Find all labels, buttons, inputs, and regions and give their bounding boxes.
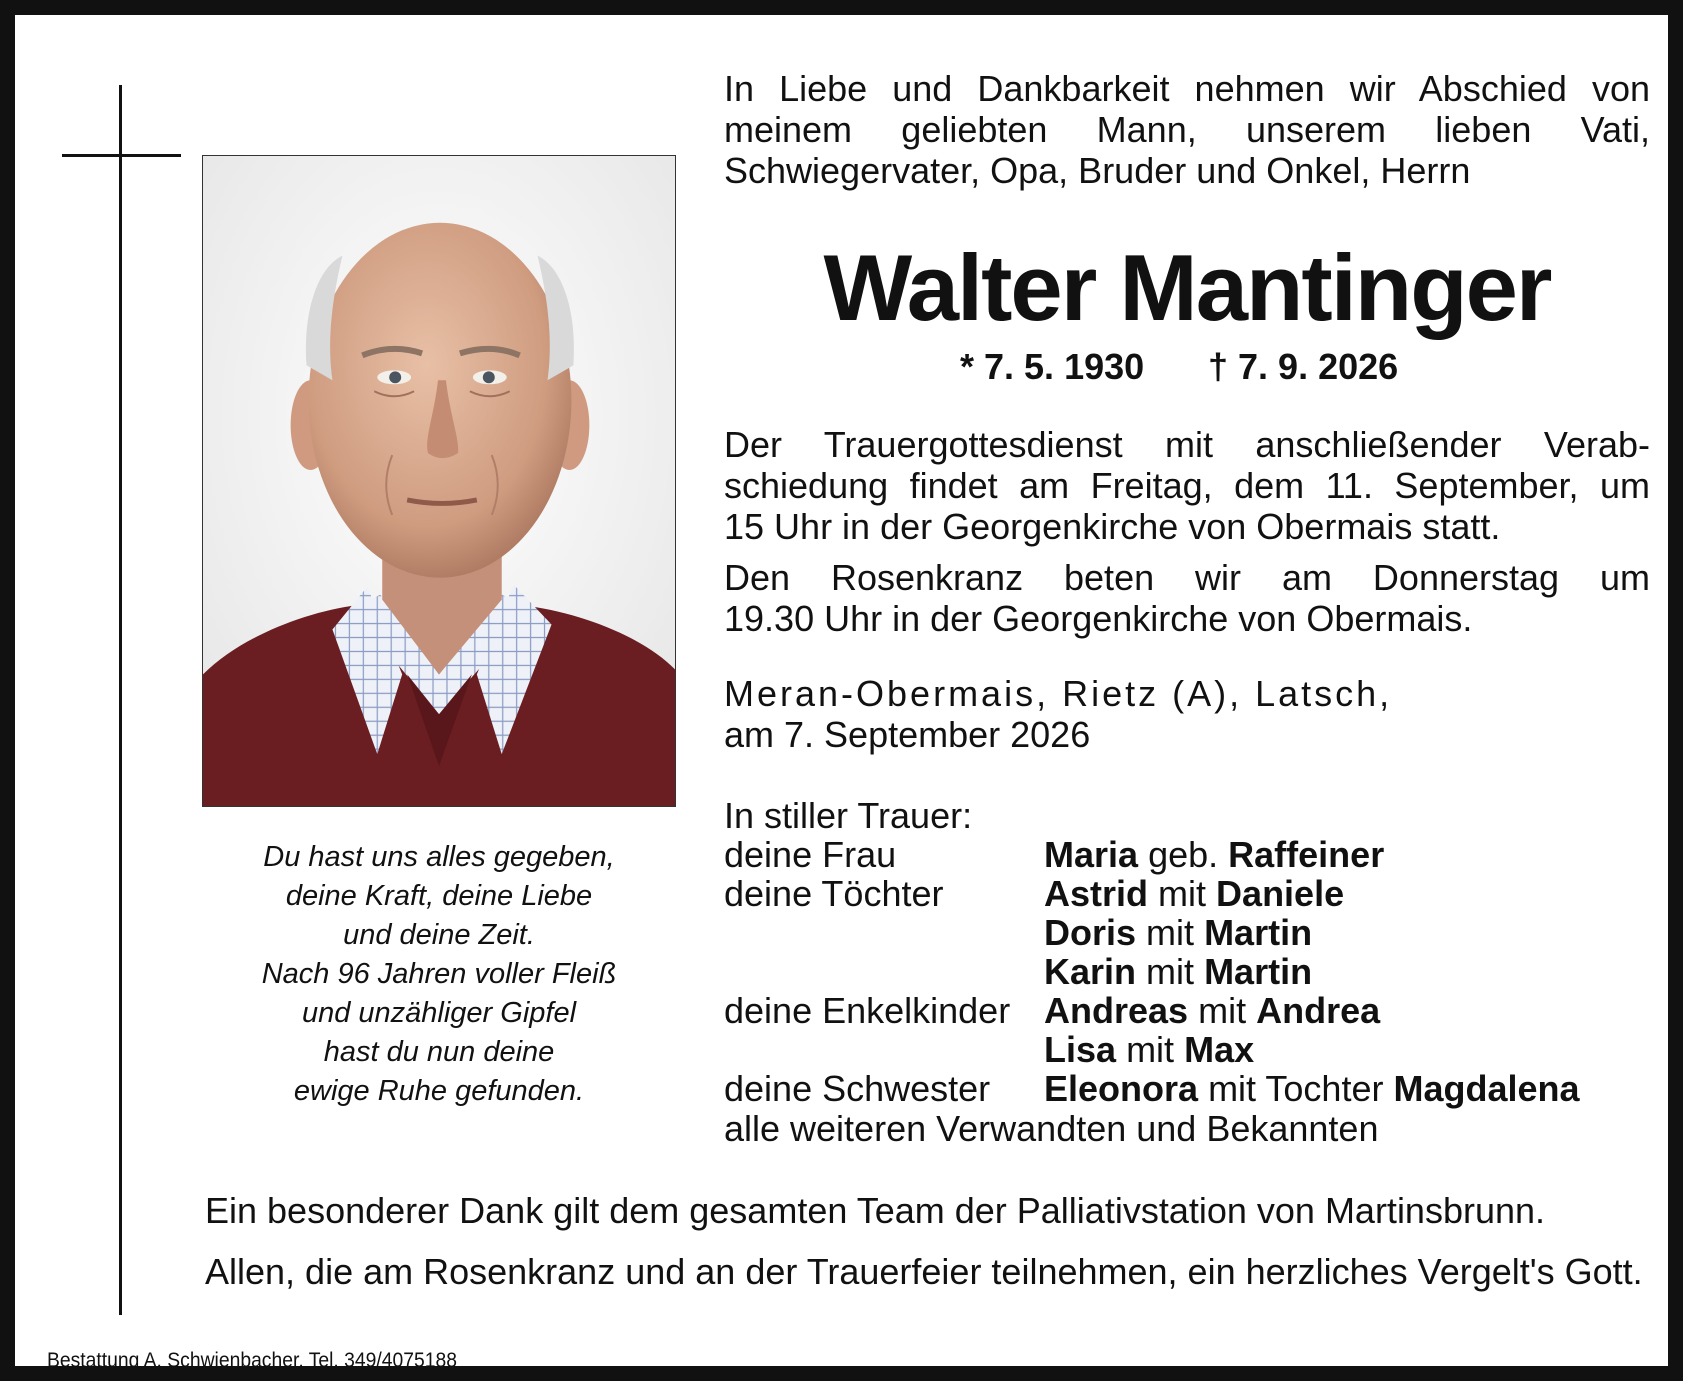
mourners-heading: In stiller Trauer: — [724, 795, 973, 836]
intro-line: In Liebe und Dankbarkeit nehmen wir Abschied von — [724, 68, 1650, 109]
mourner-name: Daniele — [1216, 873, 1345, 914]
death-date: † 7. 9. 2026 — [1208, 346, 1399, 387]
cross-icon-horizontal — [62, 154, 181, 157]
relation-label: deine Frau — [724, 834, 897, 875]
portrait-photo — [202, 155, 676, 807]
mourner-name: Maria — [1044, 834, 1139, 875]
poem-line: und deine Zeit. — [343, 919, 535, 951]
mourner-names — [1044, 835, 1384, 874]
service-line: Der Trauergottesdienst mit anschließender Verab- — [724, 424, 1650, 465]
funeral-home-footer: Bestattung A. Schwienbacher, Tel. 349/4075188 — [47, 1349, 457, 1372]
list-item — [724, 913, 1683, 952]
mourner-name: Lisa — [1044, 1029, 1117, 1070]
deceased-name: Walter Mantinger — [823, 235, 1551, 340]
mourner-join: mit — [1158, 873, 1207, 914]
intro-line: Schwiegervater, Opa, Bruder und Onkel, Herrn — [724, 150, 1471, 191]
poem-line: hast du nun deine — [323, 1036, 555, 1068]
mourner-join: mit — [1198, 990, 1247, 1031]
rosary-line: Den Rosenkranz beten wir am Donnerstag um — [724, 557, 1650, 598]
mourner-name: Martin — [1204, 951, 1313, 992]
poem-line: Nach 96 Jahren voller Fleiß — [261, 958, 617, 990]
mourner-join: mit — [1146, 951, 1195, 992]
mourner-join: mit — [1146, 912, 1195, 953]
date-line: am 7. September 2026 — [724, 714, 1091, 755]
list-item — [724, 835, 1683, 874]
mourner-name: Martin — [1204, 912, 1313, 953]
mourner-name: Doris — [1044, 912, 1137, 953]
mourner-join: geb. — [1148, 834, 1219, 875]
poem-line: deine Kraft, deine Liebe — [285, 880, 593, 912]
list-item — [724, 874, 1683, 913]
mourner-name: Karin — [1044, 951, 1137, 992]
mourners-list — [724, 835, 1683, 1108]
mourner-names — [1044, 1069, 1580, 1108]
cross-icon-vertical — [119, 85, 122, 1315]
rosary-line: 19.30 Uhr in der Georgenkirche von Obermais. — [724, 598, 1473, 639]
thanks-text-2: Allen, die am Rosenkranz und an der Trauerfeier teilnehmen, ein herzliches Vergelt's Gott. — [205, 1251, 1643, 1292]
relation-label: deine Enkelkinder — [724, 990, 1011, 1031]
list-item — [724, 1030, 1683, 1069]
list-item — [724, 991, 1683, 1030]
relation-label: deine Töchter — [724, 873, 944, 914]
service-line: 15 Uhr in der Georgenkirche von Obermais statt. — [724, 506, 1501, 547]
poem-line: ewige Ruhe gefunden. — [293, 1075, 585, 1107]
mourner-name: Andrea — [1256, 990, 1381, 1031]
service-line: schiedung findet am Freitag, dem 11. September, um — [724, 465, 1650, 506]
mourner-name: Andreas — [1044, 990, 1189, 1031]
mourner-join: mit Tochter — [1208, 1068, 1384, 1109]
mourner-names — [1044, 874, 1344, 913]
rosary-text — [724, 557, 1650, 639]
mourner-name: Raffeiner — [1228, 834, 1385, 875]
place-and-date — [724, 673, 1650, 755]
relation-label: deine Schwester — [724, 1068, 991, 1109]
poem-line: und unzähliger Gipfel — [301, 997, 577, 1029]
funeral-service-text — [724, 424, 1650, 547]
thanks-text-1: Ein besonderer Dank gilt dem gesamten Team der Palliativstation von Martinsbrunn. — [205, 1190, 1546, 1231]
mourners-closing: alle weiteren Verwandten und Bekannten — [724, 1108, 1379, 1149]
mourner-names — [1044, 1030, 1254, 1069]
mourner-names — [1044, 952, 1312, 991]
list-item — [724, 1069, 1683, 1108]
place-line: Meran-Obermais, Rietz (A), Latsch, — [724, 673, 1393, 714]
mourner-name: Astrid — [1044, 873, 1149, 914]
mourner-names — [1044, 913, 1312, 952]
list-item — [724, 952, 1683, 991]
intro-text — [724, 68, 1650, 191]
mourner-join: mit — [1126, 1029, 1175, 1070]
portrait-illustration — [203, 156, 675, 806]
mourner-names — [1044, 991, 1380, 1030]
mourner-name: Max — [1184, 1029, 1255, 1070]
mourner-name: Eleonora — [1044, 1068, 1199, 1109]
birth-date: * 7. 5. 1930 — [960, 346, 1145, 387]
intro-line: meinem geliebten Mann, unserem lieben Vati, — [724, 109, 1650, 150]
mourner-name: Magdalena — [1393, 1068, 1580, 1109]
memorial-poem — [202, 838, 676, 1111]
poem-line: Du hast uns alles gegeben, — [263, 841, 615, 873]
